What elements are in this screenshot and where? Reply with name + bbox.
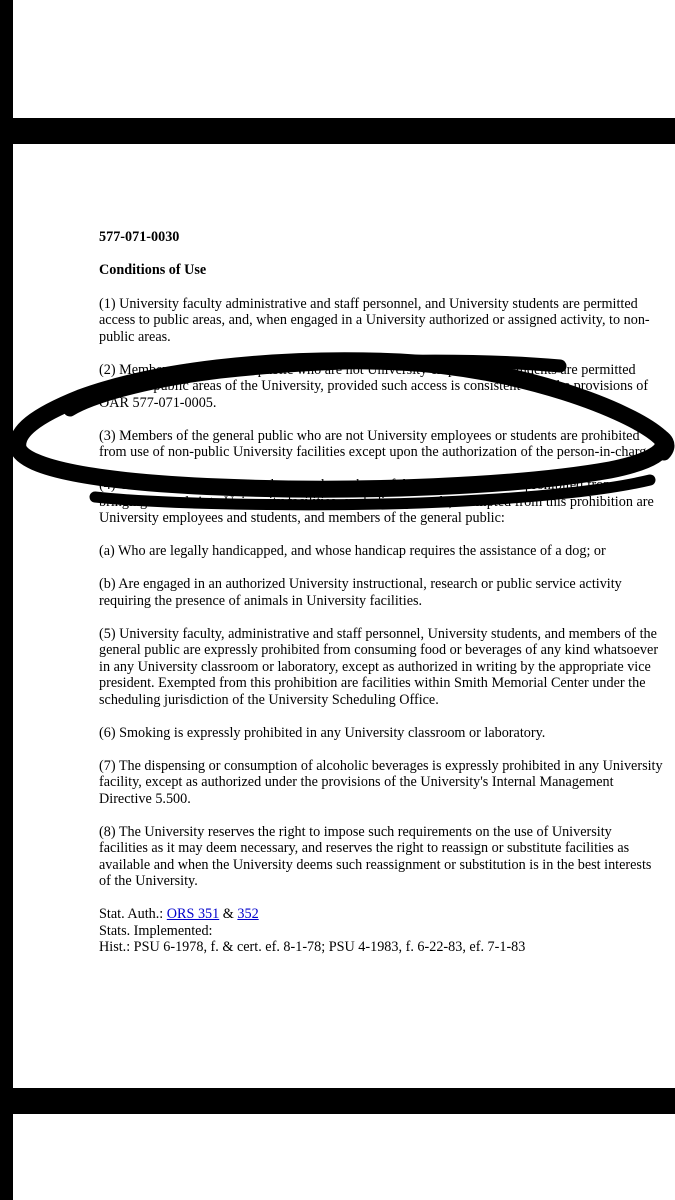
paragraph-4b: (b) Are engaged in an authorized University instructional, research or public service activity requiring the presence of animals in University facilities. [99, 576, 622, 609]
citation-block [99, 906, 664, 956]
paragraph-1: (1) University faculty administrative and staff personnel, and University students are permitted access to public areas, and, when engaged in a University authorized or assigned activity, to non-public areas. [99, 295, 650, 345]
ors-352-link[interactable]: 352 [237, 906, 259, 922]
paragraph-2: (2) Members of the general public who are not University employees or students are permitted access to public areas of the University, provided such access is consistent with the provisions of OAR 577-071-0005. [99, 361, 649, 411]
rule-document [99, 229, 664, 956]
paragraph-6: (6) Smoking is expressly prohibited in any University classroom or laboratory. [99, 724, 546, 741]
history-line: Hist.: PSU 6-1978, f. & cert. ef. 8-1-78; PSU 4-1983, f. 6-22-83, ef. 7-1-83 [99, 939, 526, 955]
rule-number: 577-071-0030 [99, 229, 180, 245]
ampersand: & [222, 906, 234, 922]
bottom-black-band [0, 1088, 675, 1114]
paragraph-5: (5) University faculty, administrative and staff personnel, University students, and members of the general public are expressly prohibited from consuming food or beverages of any kind whatsoever in any University classroom or laboratory, except as authorized in writing by the appropriate vice president. Exempted from this prohibition are facilities within Smith Memorial Center under the scheduling jurisdiction of the University Scheduling Office. [99, 625, 659, 708]
rule-title: Conditions of Use [99, 262, 207, 278]
paragraph-3: (3) Members of the general public who are not University employees or students are prohibited from use of non-public University facilities except upon the authorization of the person-in-charge. [99, 427, 657, 460]
stat-auth-label: Stat. Auth.: [99, 906, 164, 922]
top-black-band [0, 118, 675, 144]
paragraph-4a: (a) Who are legally handicapped, and whose handicap requires the assistance of a dog; or [99, 543, 606, 559]
paragraph-4: (4) University employees, students, and members of the general public are prohibited from bringing animals into University facilities, excluding grounds; exempted from this prohibition are University employees and students, and members of the general public: [99, 477, 654, 526]
paragraph-8: (8) The University reserves the right to impose such requirements on the use of University facilities as it may deem necessary, and reserves the right to reassign or substitute facilities as available and when the University deems such reassignment or substitution is in the best interests of the University. [99, 823, 652, 889]
stats-implemented: Stats. Implemented: [99, 922, 213, 939]
paragraph-7: (7) The dispensing or consumption of alcoholic beverages is expressly prohibited in any University facility, except as authorized under the provisions of the University's Internal Management Directive 5.500. [99, 757, 663, 807]
left-black-edge [0, 0, 13, 1200]
ors-351-link[interactable]: ORS 351 [166, 906, 220, 922]
stat-auth-line [99, 906, 664, 923]
